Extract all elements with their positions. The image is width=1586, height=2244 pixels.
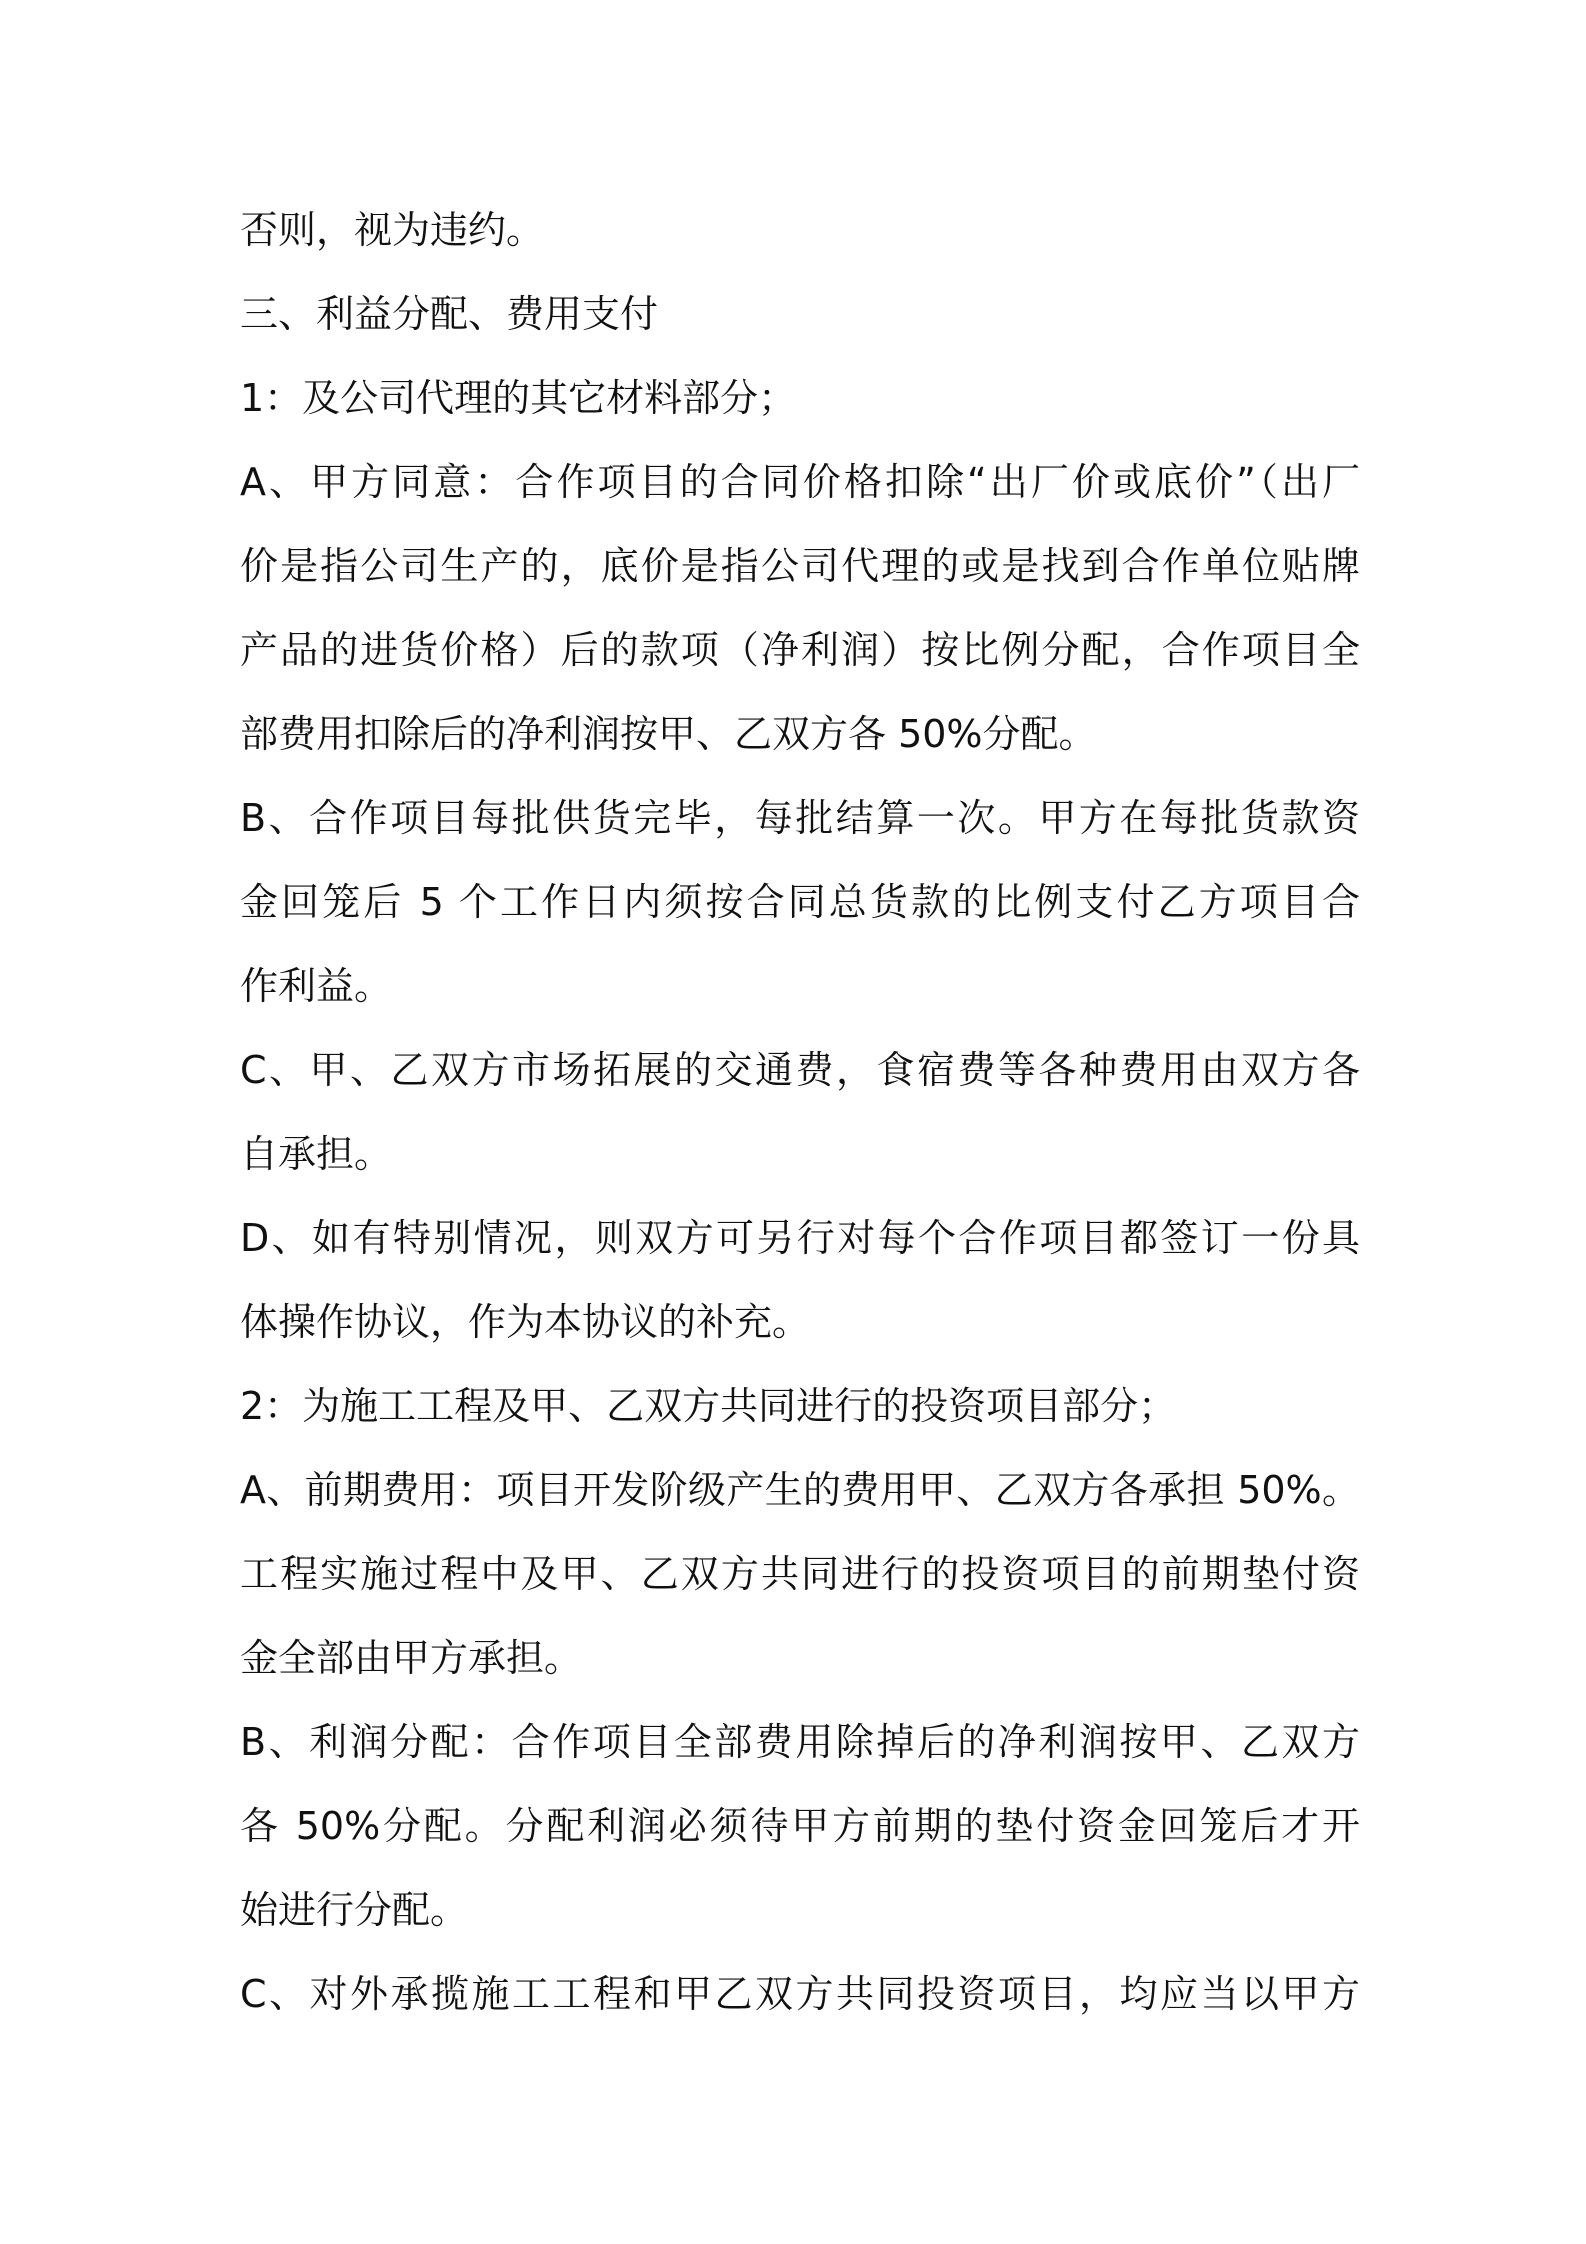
document-page	[240, 188, 1360, 2036]
text-line: 否则，视为违约。	[240, 208, 545, 252]
text-line: 2：为施工工程及甲、乙双方共同进行的投资项目部分；	[240, 1384, 1177, 1428]
text-line: 金全部由甲方承担。	[240, 1636, 583, 1680]
text-line: 价是指公司生产的，底价是指公司代理的或是找到合作单位贴牌	[240, 544, 1360, 588]
text-line: 始进行分配。	[240, 1888, 469, 1932]
text-line: C、对外承揽施工工程和甲乙双方共同投资项目，均应当以甲方	[240, 1972, 1360, 2016]
text-line: 1：及公司代理的其它材料部分；	[240, 376, 797, 420]
text-line: B、利润分配：合作项目全部费用除掉后的净利润按甲、乙双方	[240, 1720, 1360, 1764]
text-line: A、甲方同意：合作项目的合同价格扣除“出厂价或底价”（出厂	[240, 460, 1360, 504]
text-line: A、前期费用：项目开发阶级产生的费用甲、乙双方各承担 50%。	[240, 1468, 1360, 1512]
text-line: 部费用扣除后的净利润按甲、乙双方各 50%分配。	[240, 712, 1097, 756]
text-line: 自承担。	[240, 1132, 393, 1176]
text-line: 三、利益分配、费用支付	[240, 292, 659, 336]
text-line: D、如有特别情况，则双方可另行对每个合作项目都签订一份具	[240, 1216, 1360, 1260]
text-line: 产品的进货价格）后的款项（净利润）按比例分配，合作项目全	[240, 628, 1360, 672]
text-line: 作利益。	[240, 964, 393, 1008]
text-line: 体操作协议，作为本协议的补充。	[240, 1300, 811, 1344]
text-line: 各 50%分配。分配利润必须待甲方前期的垫付资金回笼后才开	[240, 1804, 1360, 1848]
text-line: C、甲、乙双方市场拓展的交通费，食宿费等各种费用由双方各	[240, 1048, 1360, 1092]
text-line: 金回笼后 5 个工作日内须按合同总货款的比例支付乙方项目合	[240, 880, 1360, 924]
text-line: 工程实施过程中及甲、乙双方共同进行的投资项目的前期垫付资	[240, 1552, 1360, 1596]
text-line: B、合作项目每批供货完毕，每批结算一次。甲方在每批货款资	[240, 796, 1360, 840]
